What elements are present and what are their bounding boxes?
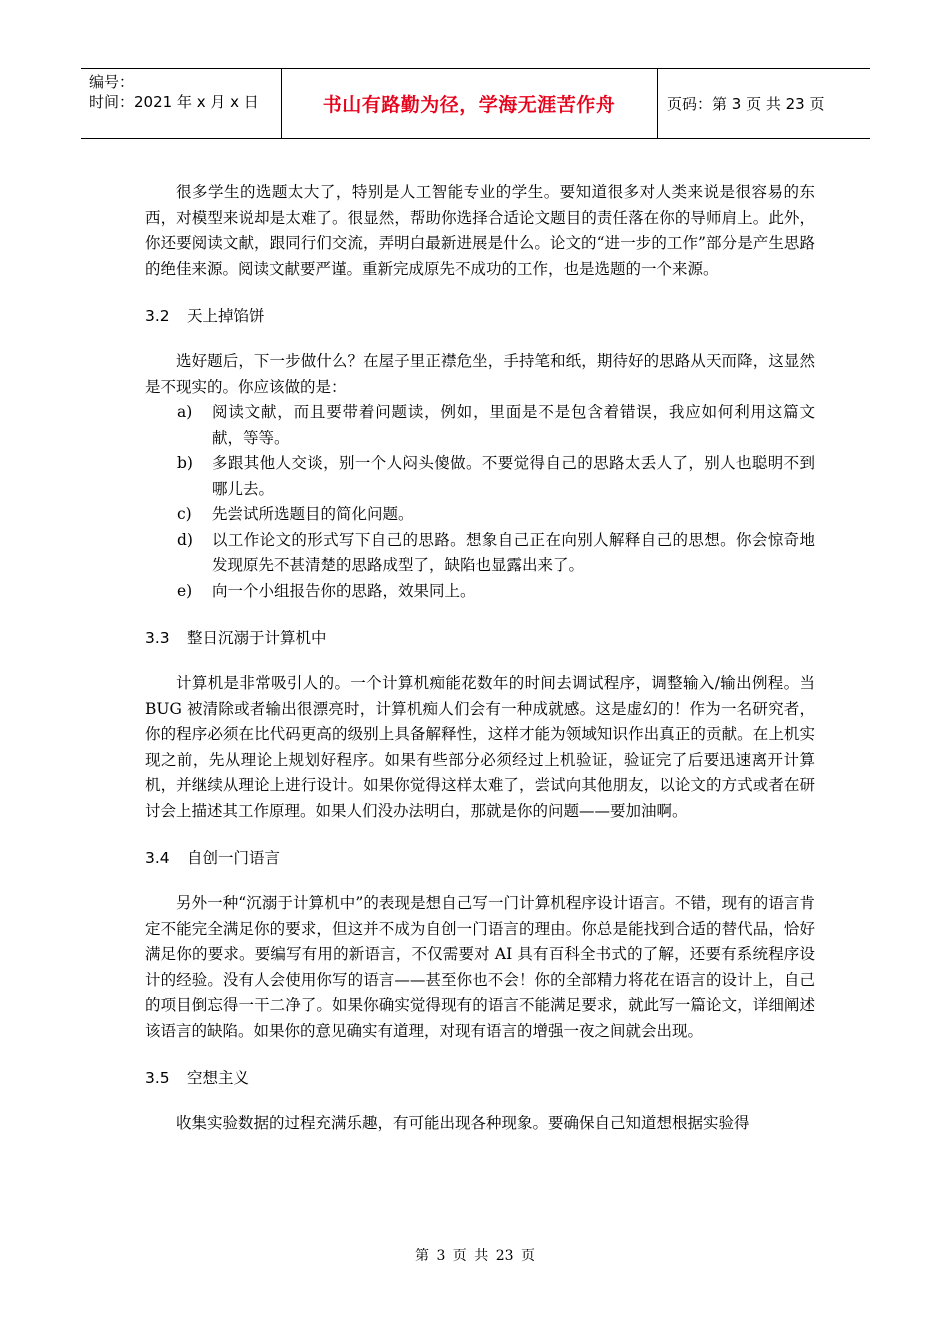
section-heading-3-5: [145, 1066, 815, 1091]
list-item-label: d): [177, 530, 193, 549]
list-item-text: 多跟其他人交谈，别一个人闷头傻做。不要觉得自己的思路太丢人了，别人也聪明不到哪儿去。: [212, 454, 815, 498]
list-item-text: 以工作论文的形式写下自己的思路。想象自己正在向别人解释自己的思想。你会惊奇地发现原先不甚清楚的思路成型了，缺陷也显露出来了。: [212, 530, 815, 574]
section-number: 3.5: [145, 1069, 170, 1087]
time-label: 时间：2021 年 x 月 x 日: [89, 93, 259, 111]
list-item-text: 阅读文献，而且要带着问题读，例如，里面是不是包含着错误，我应如何利用这篇文献，等等。: [212, 403, 815, 447]
section-heading-3-2: [145, 304, 815, 329]
list-item-label: e): [177, 581, 193, 600]
section-title: 天上掉馅饼: [187, 307, 265, 325]
section-paragraph: 选好题后，下一步做什么？在屋子里正襟危坐，手持笔和纸，期待好的思路从天而降，这显然是不现实的。你应该做的是：: [145, 352, 815, 396]
page-code: 页码：第 3 页 共 23 页: [667, 95, 825, 113]
section-heading-3-4: [145, 846, 815, 871]
section-paragraph: 收集实验数据的过程充满乐趣，有可能出现各种现象。要确保自己知道想根据实验得: [176, 1114, 750, 1132]
section-title: 整日沉溺于计算机中: [187, 629, 327, 647]
page-footer: 第 3 页 共 23 页: [415, 1248, 535, 1264]
section-number: 3.2: [145, 307, 170, 325]
section-number: 3.4: [145, 849, 170, 867]
list-item-label: a): [177, 403, 193, 421]
list-item: [177, 502, 815, 528]
header-meta: [81, 69, 282, 138]
section-paragraph: 另外一种“沉溺于计算机中”的表现是想自己写一门计算机程序设计语言。不错，现有的语言肯定不能完全满足你的要求，但这并不成为自创一门语言的理由。你总是能找到合适的替代品，恰好满足你的要求。要编写有用的新语言，不仅需要对 AI 具有百科全书式的了解，还要有系统程序设计的经验。没有人会使用你写的语言——甚至你也不会！你的全部精力将花在语言的设计上，自己的项目倒忘得一干二净了。如果你确实觉得现有的语言不能满足要求，就此写一篇论文，详细阐述该语言的缺陷。如果你的意见确实有道理，对现有语言的增强一夜之间就会出现。: [145, 894, 815, 1040]
document-body: [145, 180, 815, 1137]
section-heading-3-3: [145, 626, 815, 651]
motto: 书山有路勤为径，学海无涯苦作舟: [322, 94, 616, 116]
list-item-text: 先尝试所选题目的简化问题。: [212, 505, 414, 523]
list-item: [177, 451, 815, 502]
section-title: 空想主义: [187, 1069, 250, 1087]
list-item-label: c): [177, 505, 192, 523]
intro-paragraph: 很多学生的选题太大了，特别是人工智能专业的学生。要知道很多对人类来说是很容易的东西，对模型来说却是太难了。很显然，帮助你选择合适论文题目的责任落在你的导师肩上。此外，你还要阅读文献，跟同行们交流，弄明白最新进展是什么。论文的“进一步的工作”部分是产生思路的绝佳来源。阅读文献要严谨。重新完成原先不成功的工作，也是选题的一个来源。: [145, 183, 815, 278]
section-paragraph: 计算机是非常吸引人的。一个计算机痴能花数年的时间去调试程序，调整输入/输出例程。当 BUG 被清除或者输出很漂亮时，计算机痴人们会有一种成就感。这是虚幻的！作为一名研究者，你的程序必须在比代码更高的级别上具备解释性，这样才能为领域知识作出真正的贡献。在上机实现之前，先从理论上规划好程序。如果有些部分必须经过上机验证，验证完了后要迅速离开计算机，并继续从理论上进行设计。如果你觉得这样太难了，尝试向其他朋友，以论文的方式或者在研讨会上描述其工作原理。如果人们没办法明白，那就是你的问题——要加油啊。: [145, 674, 815, 820]
suggestion-list: [145, 400, 815, 604]
number-label: 编号：: [89, 73, 135, 91]
list-item-label: b): [177, 454, 193, 472]
page-header: [81, 68, 870, 139]
section-number: 3.3: [145, 629, 170, 647]
list-item: [177, 528, 815, 579]
header-motto-cell: [281, 69, 658, 138]
list-item: [177, 400, 815, 451]
list-item-text: 向一个小组报告你的思路，效果同上。: [212, 581, 476, 600]
section-title: 自创一门语言: [187, 849, 281, 867]
list-item: [177, 579, 815, 605]
